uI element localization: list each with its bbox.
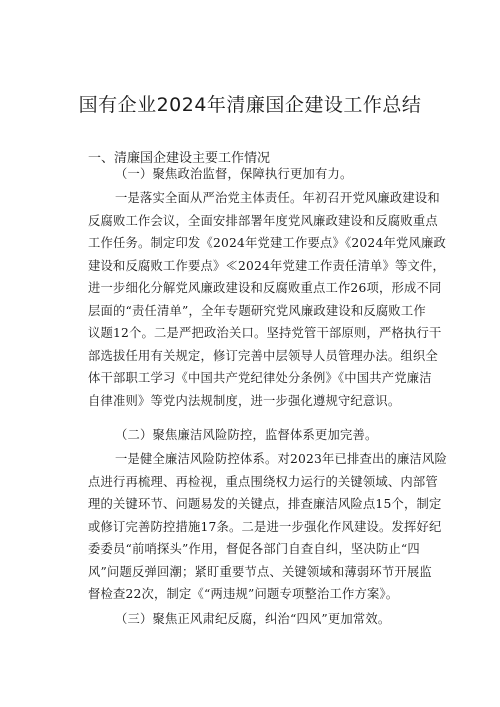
paragraph-line: 部选拔任用有关规定，修订完善中层领导人员管理办法。组织全 — [88, 348, 438, 363]
section-heading: 一、清廉国企建设主要工作情况 — [88, 151, 271, 166]
paragraph-line: 点进行再梳理、再检视，重点围绕权力运行的关键领域、内部管 — [88, 474, 438, 489]
subheading-2 — [88, 424, 423, 447]
paragraph-line: 一是健全廉洁风险防控体系。对2023年已排查出的廉洁风险 — [115, 452, 448, 466]
paragraph-line: 进一步细化分解党风廉政建设和反腐败重点工作26项，形成不同 — [88, 281, 442, 295]
paragraph-line: 理的关键环节、问题易发的关键点，排查廉洁风险点15个，制定 — [88, 497, 442, 511]
paragraph-line: 体干部职工学习《中国共产党纪律处分条例》《中国共产党廉洁 — [88, 371, 432, 385]
paragraph-line: 建设和反腐败工作要点》≪2024年党建工作责任清单》等文件， — [88, 258, 446, 273]
subheading-3-text: （三）聚焦正风肃纪反腐，纠治“四风”更加常效。 — [115, 612, 391, 626]
paragraph-2 — [88, 448, 448, 606]
paragraph-line: 自律准则》等党内法规制度，进一步强化遵规守纪意识。 — [88, 393, 401, 408]
subheading-3 — [88, 608, 423, 631]
paragraph-1 — [88, 187, 446, 412]
paragraph-line: 风”问题反弹回潮；紧盯重要节点、关键领域和薄弱环节开展监 — [88, 564, 432, 579]
paragraph-line: 或修订完善防控措施17条。二是进一步强化作风建设。发挥好纪 — [88, 519, 442, 534]
subheading-2-text: （二）聚焦廉洁风险防控，监督体系更加完善。 — [115, 428, 378, 442]
paragraph-line: 工作任务。制定印发《2024年党建工作要点》《2024年党风廉政 — [88, 236, 446, 250]
paragraph-line: 议题12个。二是严把政治关口。坚持党管干部原则，严格执行干 — [88, 326, 442, 340]
subheading-1-text: （一）聚焦政治监督，保障执行更加有力。 — [115, 167, 353, 181]
paragraph-line: 一是落实全面从严治党主体责任。年初召开党风廉政建设和 — [115, 191, 440, 205]
paragraph-line: 层面的“责任清单”，全年专题研究党风廉政建设和反腐败工作 — [88, 303, 426, 318]
document-title: 国有企业2024年清廉国企建设工作总结 — [78, 94, 422, 116]
paragraph-line: 督检查22次，制定《“两违规”问题专项整治工作方案》。 — [88, 587, 399, 601]
subheading-1 — [88, 163, 423, 186]
paragraph-line: 反腐败工作会议，全面安排部署年度党风廉政建设和反腐败重点 — [88, 213, 438, 228]
paragraph-line: 委委员“前哨探头”作用，督促各部门自查自纠，坚决防止“四 — [88, 542, 420, 556]
